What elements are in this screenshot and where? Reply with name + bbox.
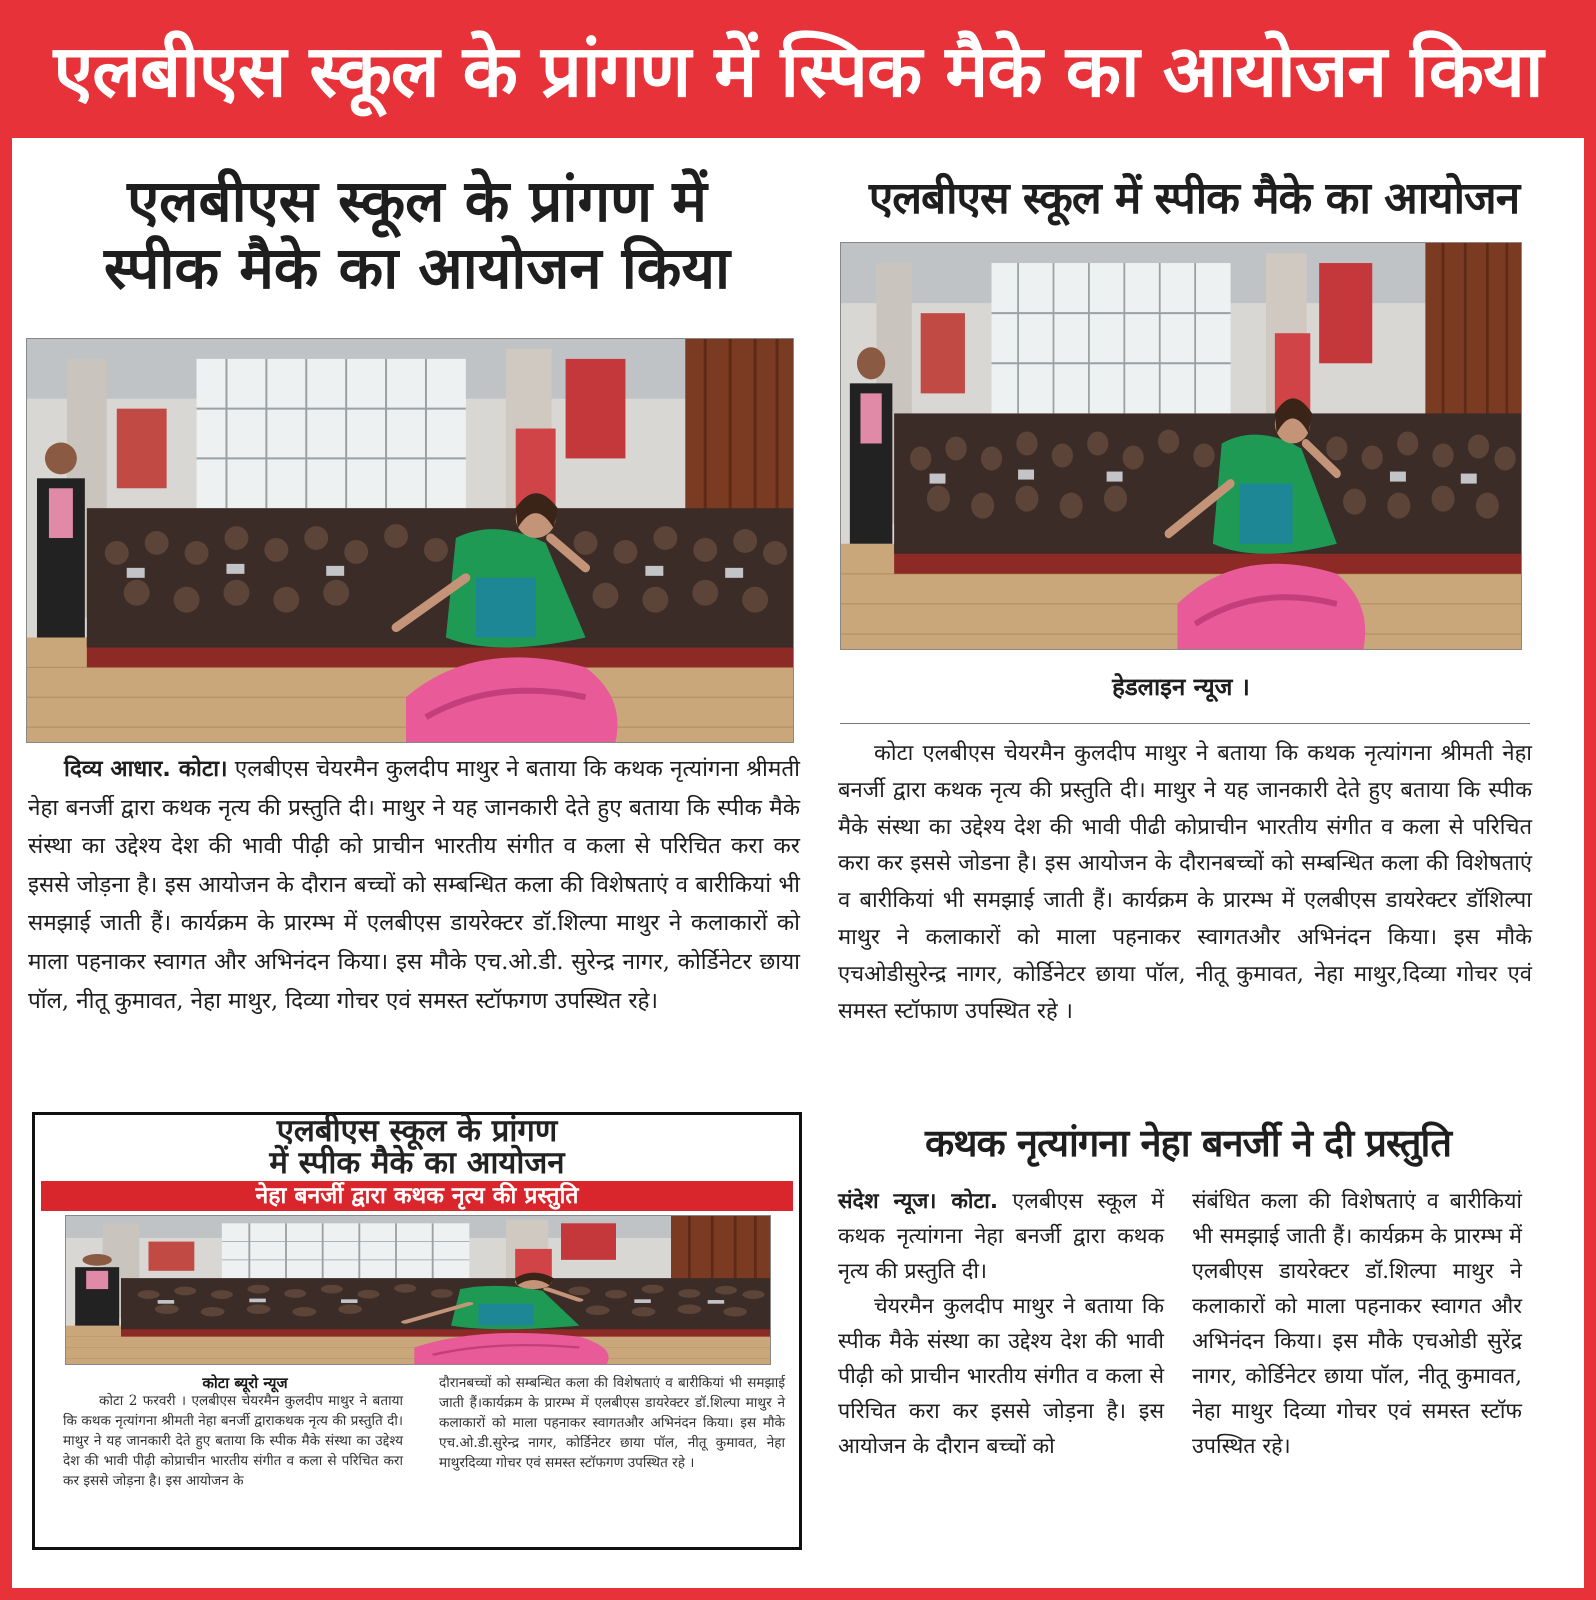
clip3-box: [32, 1112, 802, 1550]
clip4-para-1: एलबीएस स्कूल में कथक नृत्यांगना नेहा बनर्जी द्वारा कथक नृत्य की प्रस्तुति दी।: [838, 1189, 1165, 1284]
clip3-headline: [35, 1115, 799, 1179]
clip2-headline: एलबीएस स्कूल में स्पीक मैके का आयोजन: [868, 173, 1520, 224]
clip1-photo: [26, 338, 794, 743]
clip3-column-1-text: कोटा 2 फरवरी । एलबीएस चेयरमैन कुलदीप माथुर ने बताया कि कथक नृत्यांगना श्रीमती नेहा बनर्जी द्वाराकथक नृत्य की प्रस्तुति दी।माथुर ने यह जानकारी देते हुए बताया कि स्पीक मैके संस्था का उद्देश्य देश की भावी पीढ़ी कोप्राचीन भारतीय संगीत व कला से परिचित करा कर इससे जोड़ना है। इस आयोजन के: [63, 1393, 403, 1489]
clip2-body: [838, 736, 1532, 1030]
clip3-photo: [65, 1215, 771, 1365]
clip3-subheadline: नेहा बनर्जी द्वारा कथक नृत्य की प्रस्तुति: [41, 1181, 793, 1211]
clip4-column-1: [838, 1184, 1164, 1464]
clip3-column-1: [63, 1391, 403, 1491]
clip3-headline-line1: एलबीएस स्कूल के प्रांगण: [276, 1113, 558, 1149]
clip1-body-text: एलबीएस चेयरमैन कुलदीप माथुर ने बताया कि कथक नृत्यांगना श्रीमती नेहा बनर्जी द्वारा कथक नृत्य की प्रस्तुति दी। माथुर ने यह जानकारी देते हुए बताया कि स्पीक मैके संस्था का उद्देश्य देश की भावी पीढ़ी को प्राचीन भारतीय संगीत व कला से परिचित करा कर इससे जोड़ना है। इस आयोजन के दौरान बच्चों को सम्बन्धित कला की विशेषताएं व बारीकियां भी समझाई जाती हैं। कार्यक्रम के प्रारम्भ में एलबीएस डायरेक्टर डॉ.शिल्पा माथुर ने कलाकारों को माला पहनाकर स्वागत और अभिनंदन किया। इस मौके एच.ओ.डी. सुरेन्द्र नागर, कोर्डिनेटर छाया पॉल, नीतू कुमावत, नेहा माथुर, दिव्या गोचर एवं समस्त स्टॉफगण उपस्थित रहे।: [28, 756, 800, 1014]
clip1-headline: [32, 168, 802, 301]
clip3-byline: कोटा ब्यूरो न्यूज: [202, 1374, 288, 1392]
clip2-photo: [840, 242, 1522, 650]
clip3-column-2: दौरानबच्चों को सम्बन्धित कला की विशेषताएं व बारीकियां भी समझाई जाती हैं।कार्यक्रम के प्रारम्भ में एलबीएस डायरेक्टर डॉ.शिल्पा माथुर ने कलाकारों को माला पहनाकर स्वागतऔर अभिनंदन किया। इस मौके एच.ओ.डी.सुरेन्द्र नागर, कोर्डिनेटर छाया पॉल, नीतू कुमावत, नेहा माथुरदिव्या गोचर एवं समस्त स्टॉफगण उपस्थित रहे ।: [439, 1375, 785, 1471]
clippings-sheet: [12, 138, 1584, 1588]
clip2-divider: [840, 723, 1530, 724]
clip1-headline-line1: एलबीएस स्कूल के प्रांगण में: [127, 167, 707, 235]
clip3-headline-line2: में स्पीक मैके का आयोजन: [269, 1145, 565, 1181]
clip4-para-2: चेयरमैन कुलदीप माथुर ने बताया कि स्पीक मैके संस्था का उद्देश्य देश की भावी पीढ़ी को प्राचीन भारतीय संगीत व कला से परिचित करा कर इससे जोड़ना है। इस आयोजन के दौरान बच्चों को: [838, 1294, 1164, 1459]
clip4-dateline: संदेश न्यूज। कोटा.: [838, 1189, 999, 1214]
clip4-column-2: संबंधित कला की विशेषताएं व बारीकियां भी समझाई जाती हैं। कार्यक्रम के प्रारम्भ में एलबीएस डायरेक्टर डॉ.शिल्पा माथुर ने कलाकारों को माला पहनाकर स्वागत और अभिनंदन किया। इस मौके एचओडी सुरेंद्र नागर, कोर्डिनेटर छाया पॉल, नीतू कुमावत, नेहा माथुर दिव्या गोचर एवं समस्त स्टॉफ उपस्थित रहे।: [1192, 1189, 1522, 1459]
masthead-banner: एलबीएस स्कूल के प्रांगण में स्पिक मैके का आयोजन किया: [0, 0, 1596, 138]
clip2-body-text: कोटा एलबीएस चेयरमैन कुलदीप माथुर ने बताया कि कथक नृत्यांगना श्रीमती नेहा बनर्जी द्वारा कथक नृत्य की प्रस्तुति दी। माथुर ने यह जानकारी देते हुए बताया कि स्पीक मैके संस्था का उद्देश्य देश की भावी पीढी कोप्राचीन भारतीय संगीत व कला से परिचित करा कर इससे जोडना है। इस आयोजन के दौरानबच्चों को सम्बन्धित कला की विशेषताएं व बारीकियां भी समझाई जाती हैं। कार्यक्रम के प्रारम्भ में एलबीएस डायरेक्टर डॉशिल्पा माथुर ने कलाकारों को माला पहनाकर स्वागतऔर अभिनंदन किया। इस मौके एचओडीसुरेन्द्र नागर, कोर्डिनेटर छाया पॉल, नीतू कुमावत, नेहा माथुर,दिव्या गोचर एवं समस्त स्टॉफाण उपस्थित रहे ।: [838, 741, 1532, 1024]
clip4-headline: कथक नृत्यांगना नेहा बनर्जी ने दी प्रस्तुति: [925, 1121, 1451, 1165]
clip1-headline-line2: स्पीक मैके का आयोजन किया: [103, 233, 731, 302]
clip1-dateline: दिव्य आधार. कोटा।: [64, 756, 228, 782]
clip1-body: [28, 750, 800, 1020]
clip2-source: हेडलाइन न्यूज ।: [1112, 673, 1250, 701]
